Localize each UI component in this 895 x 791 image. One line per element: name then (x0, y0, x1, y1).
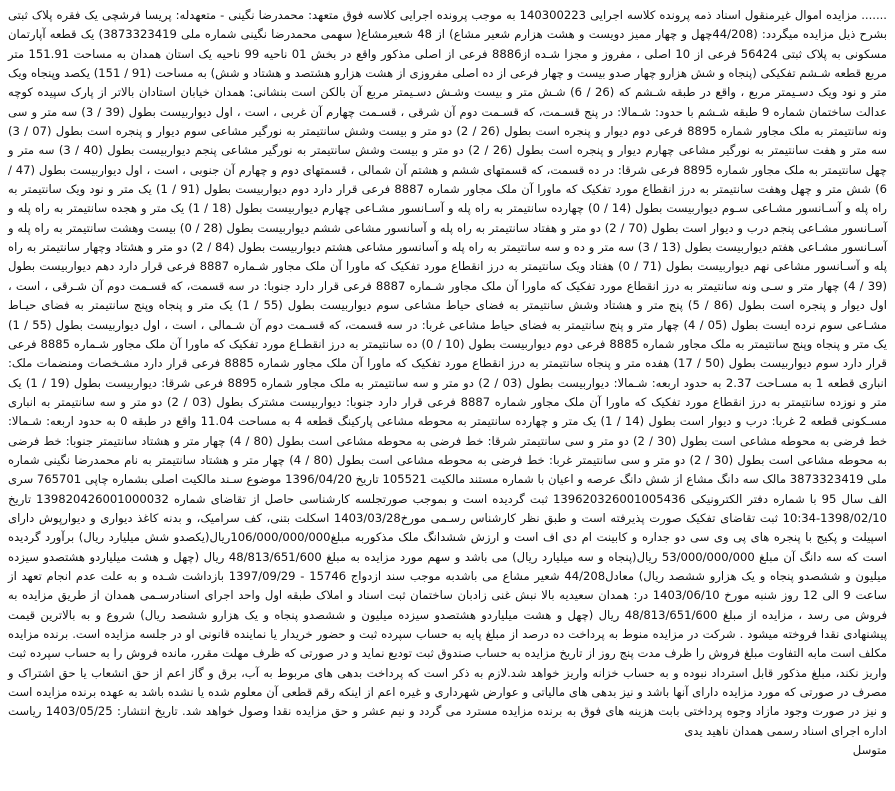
notice-body: ....... مزایده اموال غیرمنقول اسناد ذمه پرونده کلاسه اجرایی 140300223 به موجب پرونده اجرایی کلاسه فوق متعهد: محمدرضا نگینی - متعهدله: پریسا فرشچی یک فقره پلاک ثبتی بشرح ذیل مزایده میگردد: (44/208چهل و چهار ممیز دویست و هشت هزارم شعیر مشاع) از 48 شعیرمشاع( سهمی محمدرضا نگینی شماره ملی 3873323419) یک قطعه آپارتمان مسکونی به پلاک ثبتی 56424 فرعی از 10 اصلی ، مفروز و مجزا شـده از8886 فرعی از اصلی مذکور واقع در بخش 01 ناحیه 99 ناحیه یک استان همدان به مساحت 151.91 متر مربع قطعه شـشم تفکیکی (پنجاه و شش هزارو چهار صدو بیست و چهار فرعی از ده اصلی مفروزی از هشت هزارو هشتصد و هشتاد و شش) به مساحت (91 / 151) یکصد وپنجاه ویک متر و نود ویک دسـیمتر مربع ، واقع در طبقه شـشم که (26 / 6) شـش متر و بیست وشـش دسـیمتر مربع آن بالکن است بنشانی: همدان خیابان استادان بالاتر از پارک سپیده کوچه عدالت ساختمان شماره 9 طبقه شـشم با حدود: شـمالا: در پنج قسـمت، که قسـمت دوم آن شرقی ، قسـمت چهارم آن غربی ، است ، اول دیواربیست بطول (39 / 3) سه متر و سی ونه سانتیمتر به ملک مجاور شماره 8895 فرعی دوم دیوار و پنجره است بطول (26 / 2) دو متر و بیست وشش سانتیمتر به نورگیر مشاعی سوم دیوار و پنجره است بطول (07 / 3) سه متر و هفت سانتیمتر به نورگیر مشاعی چهارم دیوار و پنجره است بطول (26 / 2) دو متر و بیست وشش سانتیمتر به نورگیر مشاعی پنجم دیواربیست بطول (40 / 3) سه متر و چهل سانتیمتر به ملک مجاور شماره 8895 فرعی شرقا: در ده قسمت، که قسمتهای ششم و هشتم آن شمالی ، قسمتهای دوم و چهارم آن جنوبی ، است ، اول دیواربیست بطول (47 / 6) شش متر و چهل وهفت سانتیمتر به درز انقطاع مورد تفکیک که ماورا آن ملک مجاور شماره 8887 فرعی قرار دارد دوم دیواربیست بطول (91 / 1) یک متر و نود ویک سانتیمتر به راه پله و آسـانسور مشـاعی سـوم دیواربیست بطول (14 / 0) چهارده سانتیمتر به راه پله و آسـانسور مشـاعی چهارم دیواربیست بطول (18 / 1) یک متر و هجده سانتیمتر به راه پله و آسـانسور مشـاعی پنجم درب و دیوار است بطول (70 / 2) دو متر و هفتاد سانتیمتر به راه پله و آسانسور مشاعی ششم دیواربیست بطول (28 / 0) بیست وهشت سانتیمتر به راه پله و آسـانسور مشـاعی هفتم دیواربیست بطول (13 / 3) سه متر و ده و سه سانتیمتر به راه پله و آسانسور مشاعی هشتم دیواربیست بطول (84 / 2) دو متر و هشتاد وچهار سانتیمتر به راه پله و آسـانسور مشاعی نهم دیواربیست بطول (71 / 0) هفتاد ویک سانتیمتر به درز انقطاع مورد تفکیک که ماورا آن ملک مجاور شـماره 8887 فرعی قرار دارد دهم دیواربیست بطول (39 / 4) چهار متر و سـی ونه سانتیمتر به درز انقطاع مورد تفکیک که ماورا آن ملک مجاور شـماره 8887 فرعی قرار دارد جنوبا: در سه قسمت، که قسـمت دوم آن شـرقی ، است ، اول دیوار و پنجره است بطول (86 / 5) پنج متر و هشتاد وشش سانتیمتر به فضای حیاط مشاعی سوم دیواربیست بطول (55 / 1) یک متر و پنجاه وپنج سانتیمتر به فضای حیـاط مشـاعی سوم نرده ایست بطول (05 / 4) چهار متر و پنج سانتیمتر به فضای حیاط مشاعی غربا: در سه قسمت، که قسـمت دوم آن شـمالی ، است ، اول دیواربیست بطول (55 / 1) یک متر و پنجاه وپنج سانتیمتر به ملک مجاور شماره 8885 فرعی دوم دیواربیست بطول (10 / 0) ده سانتیمتر به درز انقطـاع مورد تفکیک که ماورا آن ملک مجاور شـماره 8885 فرعی قرار دارد سوم دیواربیست بطول (50 / 17) هفده متر و پنجاه سانتیمتر به درز انقطاع مورد تفکیک که ماورا آن ملک مجاور شماره 8885 فرعی قرار دارد مشـخصات ومنضمات ملک: انباری قطعه 1 به مسـاحت 2.37 به حدود اربعه: شـمالا: دیواربیست بطول (03 / 2) دو متر و سه سانتیمتر به ملک مجاور شماره 8895 فرعی شرقا: دیواربیست بطول (19 / 1) یک متر و نوزده سانتیمتر به درز انقطاع مورد تفکیک که ماورا آن ملک مجاور شماره 8887 فرعی قرار دارد جنوبا: دیواربیست مشترک بطول (03 / 2) دو متر و سه سانتیمتر به انباری مسـکونی قطعه 2 غربا: درب و دیوار است بطول (14 / 1) یک متر و چهارده سانتیمتر به محوطه مشاعی پارکینگ قطعه 4 به مساحت 11.04 واقع در طبقه 0 به حدود اربعه: شـمالا: خط فرضی به محوطه مشاعی است بطول (30 / 2) دو متر و سی سانتیمتر شرقا: خط فرضی به محوطه مشاعی است بطول (80 / 4) چهار متر و هشتاد سانتیمتر جنوبا: خط فرضی به محوطه مشاعی است بطول (30 / 2) دو متر و سی سانتیمتر غربا: خط فرضی به محوطه مشاعی است بطول (80 / 4) چهار متر و هشتاد سانتیمتر به نام محمدرضا نگینی شماره ملی 3873323419 مالک سه دانگ مشاع از شش دانگ عرصه و اعیان با شماره مستند مالکیت 105521 تاریخ 1396/04/20 موضوع سـند مالکیت اصلی بشماره چاپی 765701 سری الف سال 95 با شماره دفتر الکترونیکی 139620326001005436 ثبت گردیده است و بموجب صورتجلسه کارشناسی حاصل از تقاضای شماره 139820426001000032 تاریخ 1398/02/10-10:34 ثبت تقاضای تفکیک صورت پذیرفته است و طبق نظر کارشناس رسـمی مورخ1403/03/28 اسکلت بتنی، کف سرامیک، و بدنه کاغذ دیواری و دیوارپوش دارای اسپیلت و پکیج با پنجره های پی وی سی دو جداره و کابینت ام دی اف است و ارزش ششدانگ ملک مذکوربه مبلغ106/000/000/000ریال(یکصدو شش میلیارد ریال) برآورد گردیده است که سه دانگ آن مبلغ 53/000/000/000 ریال(پنجاه و سه میلیارد ریال) می باشد و سهم مورد مزایده به مبلغ 48/813/651/600 ریال (چهل و هشت میلیاردو هشتصدو سیزده میلیون و ششصدو پنجاه و یک هزارو ششصد ریال) معادل44/208 شعیر مشاع می باشدبه موجب سند ازدواج 15746 - 1397/09/29 بازداشت شـده و به علت عدم انجام تعهد از ساعت 9 الی 12 روز شنبه مورخ 1403/06/10 در: همدان سعیدیه بالا نبش غنی زادبان ساختمان ثبت اسناد و املاک طبقه اول واحد اجرای اسنادرسـمی همدان از طریق مزایده به فروش می رسد ، مزایده از مبلغ 48/813/651/600 ریال (چهل و هشت میلیاردو هشتصدو سیزده میلیون و ششصدو پنجاه و یک هزارو ششصد ریال) شروع و به بالاترین قیمت پیشنهادی نقدا فروخته میشود . شرکت در مزایده منوط به پرداخت ده درصد از مبلغ پایه به حساب سپرده ثبت و حضور خریدار یا نماینده قانونی او در جلسه مزایده است. برنده مزایده مکلف است مابه التفاوت مبلغ فروش را ظرف مدت پنج روز از تاریخ مزایده به حساب صندوق ثبت تودیع نماید و در صورتی که ظرف مهلت مقرر، مانده فروش را به حساب سپرده ثبت واریز نکند، مبلغ مذکور قابل استرداد نبوده و به حساب خزانه واریز خواهد شد.لازم به ذکر است که پرداخت بدهی های مربوط به آب، برق و گاز اعم از حق انشعاب یا حق اشتراک و مصرف در صورتی که مورد مزایده دارای آنها باشد و نیز بدهی های مالیاتی و عوارض شهرداری و غیره اعم از اینکه رقم قطعی آن معلوم شده یا نشده باشد به عهده برنده مزایده است و نیز در صورت وجود مازاد وجوه پرداختی بابت هزینه های فوق به برنده مزایده مسترد می گردد و نیم عشر و حق مزایده نقدا وصول خواهد شد. تاریخ انتشار: 1403/05/25 ریاست اداره اجرای اسناد رسمی همدان ناهید یدی (8, 8, 888, 738)
notice-last-line: متوسل (852, 743, 887, 758)
notice-document (8, 6, 887, 760)
